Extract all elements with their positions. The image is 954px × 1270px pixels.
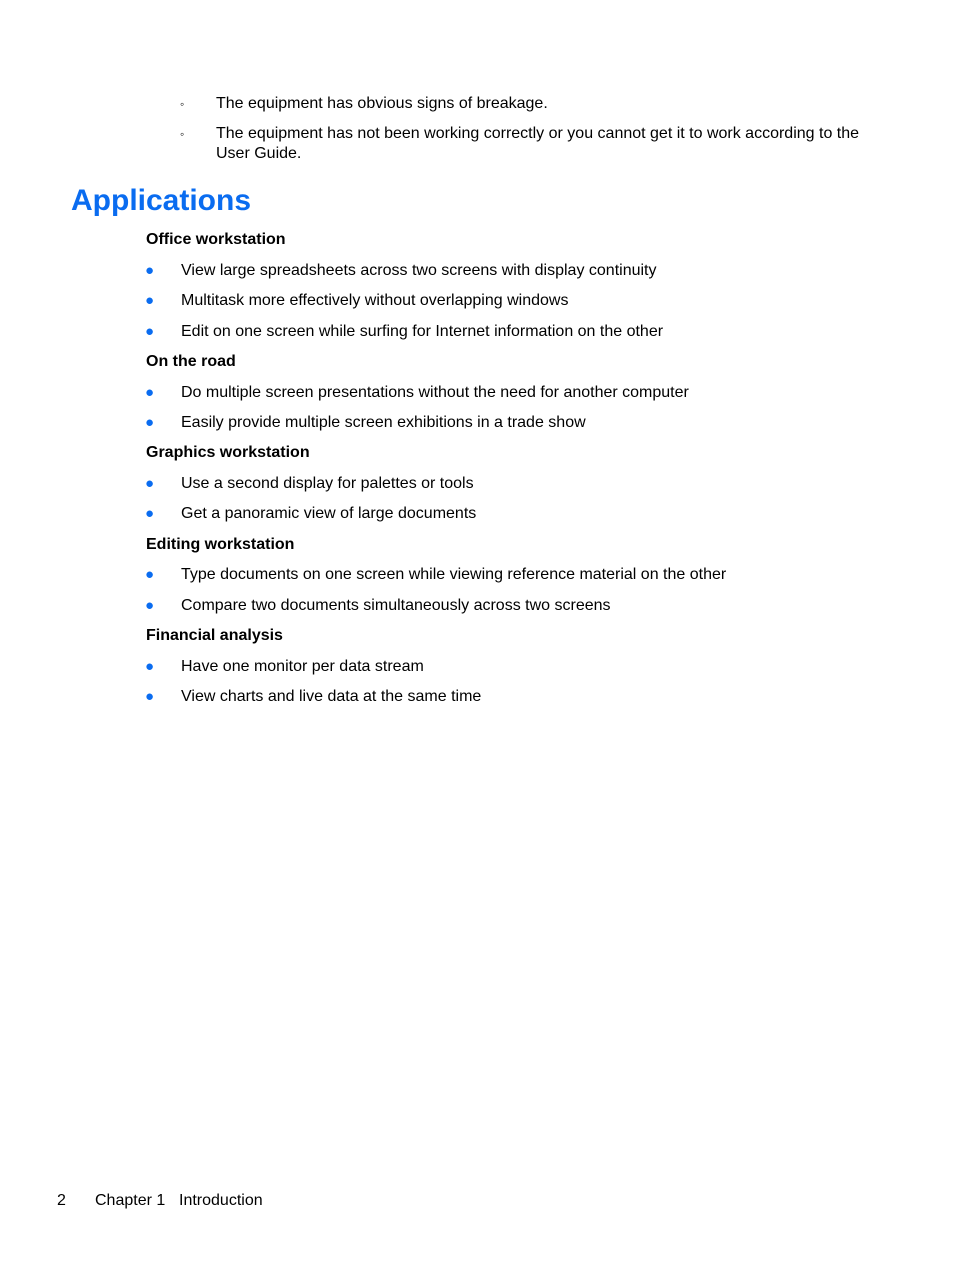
list-item-text: Compare two documents simultaneously across two screens	[181, 597, 611, 614]
bullet-icon: ●	[145, 323, 155, 340]
section-title: Editing workstation	[146, 536, 295, 553]
page-number: 2	[57, 1192, 66, 1209]
list-item-text: The equipment has not been working correctly or you cannot get it to work according to the User Guide.	[216, 125, 860, 162]
hollow-bullet-icon: ◦	[180, 97, 185, 111]
bullet-icon: ●	[145, 292, 155, 309]
bullet-icon: ●	[145, 658, 155, 675]
bullet-icon: ●	[145, 384, 155, 401]
list-item-text: Multitask more effectively without overlapping windows	[181, 292, 569, 309]
bullet-icon: ●	[145, 414, 155, 431]
bullet-icon: ●	[145, 566, 155, 583]
section-title: Office workstation	[146, 231, 286, 248]
page-heading: Applications	[71, 184, 252, 217]
hollow-bullet-icon: ◦	[180, 127, 185, 141]
bullet-icon: ●	[145, 688, 155, 705]
list-item-text: View large spreadsheets across two screens with display continuity	[181, 262, 657, 279]
list-item-text: View charts and live data at the same time	[181, 688, 482, 705]
bullet-icon: ●	[145, 505, 155, 522]
list-item-text: Use a second display for palettes or tools	[181, 475, 474, 492]
list-item-text: Type documents on one screen while viewing reference material on the other	[181, 566, 727, 583]
bullet-icon: ●	[145, 262, 155, 279]
list-item-text: Easily provide multiple screen exhibitions in a trade show	[181, 414, 586, 431]
list-item-text: Do multiple screen presentations without the need for another computer	[181, 384, 689, 401]
chapter-label: Chapter 1	[95, 1192, 166, 1209]
list-item-text: Edit on one screen while surfing for Internet information on the other	[181, 323, 664, 340]
bullet-icon: ●	[145, 475, 155, 492]
chapter-title: Introduction	[179, 1192, 263, 1209]
list-item-text: The equipment has obvious signs of breakage.	[216, 95, 548, 112]
bullet-icon: ●	[145, 597, 155, 614]
section-title: On the road	[146, 353, 236, 370]
list-item-text: Get a panoramic view of large documents	[181, 505, 477, 522]
section-title: Financial analysis	[146, 627, 283, 644]
list-item-text: Have one monitor per data stream	[181, 658, 424, 675]
section-title: Graphics workstation	[146, 444, 310, 461]
